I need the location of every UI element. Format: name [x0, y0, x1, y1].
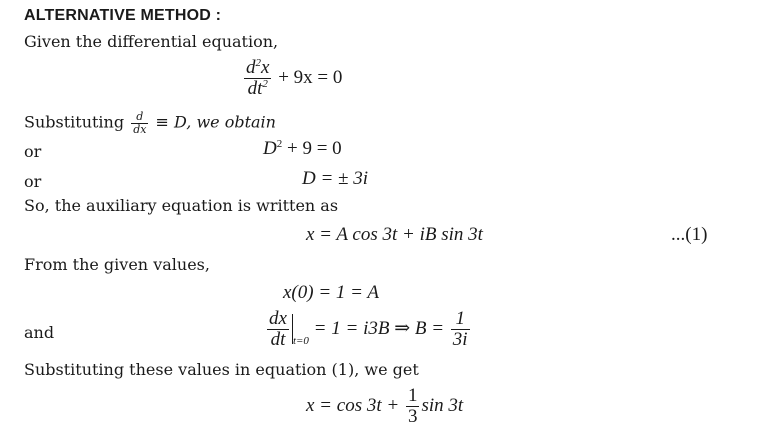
- or-label-2: or: [24, 172, 42, 191]
- char-left: D: [263, 138, 277, 159]
- deriv-rhs-num: 1: [451, 309, 470, 330]
- ode-num-d: d: [246, 57, 256, 78]
- deriv-eval-at: t=0: [292, 334, 309, 347]
- equation-final-solution: [306, 386, 463, 427]
- equation-label-1: ...(1): [671, 224, 708, 245]
- intro-text: Given the differential equation,: [24, 32, 279, 51]
- final-left: x = cos 3t +: [306, 394, 400, 416]
- final-right: sin 3t: [421, 394, 464, 416]
- ode-num-exp: 2: [255, 57, 261, 69]
- deriv-middle: = 1 = i3B ⇒ B =: [313, 317, 445, 339]
- equation-characteristic: [263, 138, 342, 160]
- subst-frac-den: dx: [133, 122, 147, 136]
- auxiliary-text: So, the auxiliary equation is written as: [24, 196, 339, 215]
- subst-frac-num: d: [131, 111, 148, 124]
- ode-den-dt: dt: [247, 77, 263, 99]
- equation-initial-condition: x(0) = 1 = A: [283, 282, 379, 303]
- equation-roots: D = ± 3i: [302, 168, 368, 189]
- or-label-1: or: [24, 142, 42, 161]
- ode-den-exp: 2: [262, 77, 268, 90]
- deriv-num: dx: [269, 308, 287, 329]
- char-rest: + 9 = 0: [286, 138, 342, 159]
- deriv-den: dt: [270, 328, 286, 350]
- and-label: and: [24, 323, 55, 342]
- final-frac-num: 1: [407, 385, 418, 406]
- substitution-line: [24, 111, 276, 135]
- section-heading: ALTERNATIVE METHOD :: [24, 7, 222, 24]
- given-values-text: From the given values,: [24, 255, 210, 274]
- equation-derivative-condition: [265, 309, 472, 350]
- ode-rest: + 9x = 0: [278, 66, 343, 88]
- substituting-suffix: ≡ D, we obtain: [155, 112, 276, 132]
- deriv-rhs-den: 3i: [452, 328, 468, 350]
- equation-general-solution: x = A cos 3t + iB sin 3t: [306, 224, 483, 245]
- substituting-prefix: Substituting: [24, 112, 125, 132]
- char-exp: 2: [276, 138, 283, 150]
- equation-ode: [242, 58, 342, 99]
- substituting-values-text: Substituting these values in equation (1), we get: [24, 360, 419, 379]
- ode-num-x: x: [261, 57, 270, 78]
- final-frac-den: 3: [407, 405, 418, 427]
